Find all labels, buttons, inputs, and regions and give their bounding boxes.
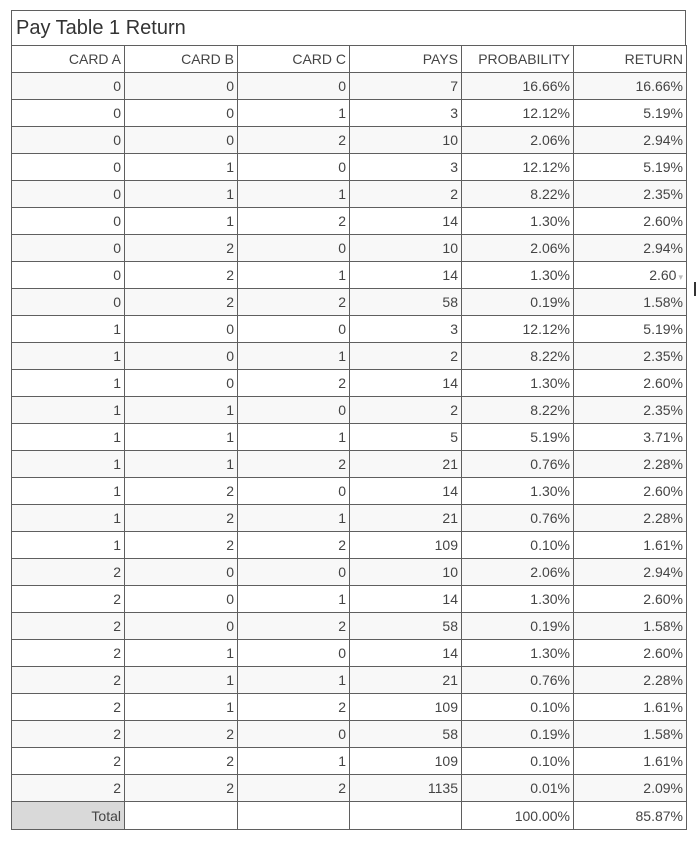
cell-pays[interactable]: 14 [350,640,462,667]
cell-pays[interactable]: 21 [350,505,462,532]
cell-card-a[interactable]: 2 [12,586,125,613]
cell-card-b[interactable]: 0 [125,370,238,397]
cell-probability[interactable]: 16.66% [462,73,574,100]
cell-card-a[interactable]: 0 [12,181,125,208]
cell-card-c[interactable]: 0 [238,154,350,181]
resize-handle[interactable] [694,282,696,296]
cell-return[interactable]: 2.35% [574,397,687,424]
table-row [12,478,687,505]
cell-probability[interactable]: 0.10% [462,748,574,775]
cell-pays[interactable]: 2 [350,343,462,370]
table-row [12,505,687,532]
cell-card-a[interactable]: 2 [12,694,125,721]
cell-card-b[interactable]: 2 [125,235,238,262]
cell-probability[interactable]: 0.76% [462,451,574,478]
cell-pays[interactable]: 2 [350,397,462,424]
cell-card-a[interactable]: 2 [12,667,125,694]
table-row [12,343,687,370]
cell-card-c[interactable]: 2 [238,289,350,316]
cell-card-b[interactable]: 1 [125,181,238,208]
cell-probability[interactable]: 1.30% [462,262,574,289]
table-row [12,100,687,127]
table-row [12,208,687,235]
cell-card-b[interactable]: 1 [125,667,238,694]
cell-card-a[interactable]: 2 [12,721,125,748]
table-row [12,73,687,100]
table-row [12,667,687,694]
cell-card-b[interactable]: 2 [125,478,238,505]
cell-card-a[interactable]: 0 [12,73,125,100]
cell-card-c[interactable]: 1 [238,667,350,694]
header-card-c[interactable]: CARD C [238,46,350,73]
cell-card-a[interactable]: 2 [12,613,125,640]
cell-pays[interactable]: 14 [350,208,462,235]
cell-card-b[interactable]: 1 [125,451,238,478]
cell-card-a[interactable]: 1 [12,478,125,505]
cell-card-b[interactable]: 0 [125,127,238,154]
cell-card-a[interactable]: 2 [12,775,125,802]
cell-probability[interactable]: 12.12% [462,100,574,127]
cell-pays[interactable]: 14 [350,478,462,505]
cell-card-a[interactable]: 0 [12,262,125,289]
cell-card-a[interactable]: 0 [12,100,125,127]
cell-card-c[interactable] [238,802,350,830]
cell-card-a[interactable]: 1 [12,370,125,397]
table-row [12,370,687,397]
cell-return[interactable]: 2.60 ▾ [574,262,687,289]
cell-card-a[interactable]: 0 [12,208,125,235]
cell-probability[interactable]: 12.12% [462,316,574,343]
cell-card-b[interactable]: 0 [125,73,238,100]
table-row [12,262,687,289]
cell-pays[interactable]: 58 [350,289,462,316]
header-card-b[interactable]: CARD B [125,46,238,73]
cell-probability[interactable]: 2.06% [462,559,574,586]
cell-card-b[interactable]: 2 [125,775,238,802]
cell-card-c[interactable]: 0 [238,721,350,748]
cell-probability[interactable]: 0.76% [462,505,574,532]
cell-card-c[interactable]: 2 [238,694,350,721]
cell-card-c[interactable]: 1 [238,343,350,370]
cell-probability[interactable]: 0.10% [462,532,574,559]
cell-probability[interactable]: 2.06% [462,127,574,154]
header-return[interactable]: RETURN [574,46,687,73]
cell-card-b[interactable]: 0 [125,100,238,127]
cell-return[interactable]: 2.35% [574,181,687,208]
cell-return[interactable]: 2.28% [574,505,687,532]
cell-return[interactable]: 2.60% [574,370,687,397]
table-row [12,613,687,640]
cell-pays[interactable]: 109 [350,532,462,559]
cell-pays[interactable] [350,802,462,830]
cell-card-c[interactable]: 0 [238,73,350,100]
pay-table [11,45,687,830]
cell-pays[interactable]: 21 [350,451,462,478]
cell-card-c[interactable]: 1 [238,100,350,127]
cell-card-a[interactable]: 0 [12,289,125,316]
header-card-a[interactable]: CARD A [12,46,125,73]
cell-card-a[interactable]: 1 [12,505,125,532]
cell-return[interactable]: 2.28% [574,451,687,478]
cell-card-c[interactable]: 0 [238,397,350,424]
cell-probability[interactable]: 8.22% [462,343,574,370]
cell-pays[interactable]: 2 [350,181,462,208]
cell-pays[interactable]: 10 [350,127,462,154]
cell-probability[interactable]: 1.30% [462,208,574,235]
table-row [12,559,687,586]
cell-return[interactable]: 2.60% [574,208,687,235]
cell-return[interactable]: 1.61% [574,694,687,721]
cell-probability[interactable]: 1.30% [462,586,574,613]
table-row [12,640,687,667]
cell-pays[interactable]: 14 [350,262,462,289]
cell-card-c[interactable]: 1 [238,586,350,613]
cell-pays[interactable]: 10 [350,235,462,262]
cell-card-a[interactable]: 0 [12,127,125,154]
cell-card-c[interactable]: 0 [238,235,350,262]
cell-card-c[interactable]: 1 [238,181,350,208]
cell-card-c[interactable]: 2 [238,613,350,640]
cell-card-c[interactable]: 2 [238,370,350,397]
cell-return[interactable]: 2.09% [574,775,687,802]
cell-card-c[interactable]: 0 [238,316,350,343]
cell-return[interactable]: 1.58% [574,613,687,640]
table-row [12,235,687,262]
table-row [12,154,687,181]
cell-return[interactable]: 1.61% [574,748,687,775]
cell-return[interactable]: 2.35% [574,343,687,370]
cell-card-b[interactable]: 1 [125,154,238,181]
cell-pays[interactable]: 10 [350,559,462,586]
table-row [12,532,687,559]
cell-pays[interactable]: 3 [350,316,462,343]
cell-return[interactable]: 1.61% [574,532,687,559]
cell-return[interactable]: 5.19% [574,154,687,181]
cell-pays[interactable]: 14 [350,586,462,613]
cell-card-b[interactable]: 0 [125,559,238,586]
table-row [12,694,687,721]
cell-probability[interactable]: 1.30% [462,640,574,667]
cell-card-c[interactable]: 0 [238,478,350,505]
cell-probability[interactable]: 0.19% [462,289,574,316]
cell-pays[interactable]: 58 [350,721,462,748]
cell-card-c[interactable]: 0 [238,640,350,667]
cell-card-a[interactable]: 1 [12,424,125,451]
chevron-down-icon[interactable]: ▾ [678,272,683,282]
cell-return[interactable]: 5.19% [574,316,687,343]
table-row [12,775,687,802]
cell-card-b[interactable] [125,802,238,830]
table-row [12,316,687,343]
cell-card-b[interactable]: 1 [125,694,238,721]
table-title: Pay Table 1 Return [11,10,686,45]
table-row [12,397,687,424]
cell-card-c[interactable]: 1 [238,505,350,532]
cell-pays[interactable]: 109 [350,748,462,775]
cell-card-b[interactable]: 1 [125,208,238,235]
cell-card-c[interactable]: 2 [238,451,350,478]
table-row [12,748,687,775]
cell-probability[interactable]: 8.22% [462,181,574,208]
cell-probability[interactable]: 1.30% [462,478,574,505]
total-row [12,802,687,830]
table-row [12,721,687,748]
total-probability[interactable]: 100.00% [462,802,574,830]
cell-return[interactable]: 16.66% [574,73,687,100]
cell-card-a[interactable]: 0 [12,235,125,262]
cell-probability[interactable]: 0.76% [462,667,574,694]
cell-card-b[interactable]: 0 [125,316,238,343]
cell-card-a[interactable]: 2 [12,559,125,586]
cell-pays[interactable]: 3 [350,154,462,181]
cell-card-a[interactable]: 2 [12,748,125,775]
cell-return[interactable]: 2.60% [574,586,687,613]
table-row [12,424,687,451]
cell-card-a[interactable]: 1 [12,532,125,559]
header-probability[interactable]: PROBABILITY [462,46,574,73]
cell-card-b[interactable]: 0 [125,613,238,640]
cell-card-b[interactable]: 2 [125,505,238,532]
pay-table-sheet [11,10,686,830]
cell-card-c[interactable]: 2 [238,532,350,559]
cell-card-b[interactable]: 1 [125,640,238,667]
cell-return[interactable]: 3.71% [574,424,687,451]
cell-probability[interactable]: 0.10% [462,694,574,721]
cell-pays[interactable]: 21 [350,667,462,694]
cell-card-c[interactable]: 2 [238,208,350,235]
cell-probability[interactable]: 5.19% [462,424,574,451]
cell-return[interactable]: 1.58% [574,289,687,316]
cell-card-b[interactable]: 1 [125,397,238,424]
cell-return[interactable]: 2.60% [574,478,687,505]
cell-card-a[interactable]: 0 [12,154,125,181]
cell-card-c[interactable]: 0 [238,559,350,586]
cell-return[interactable]: 2.94% [574,559,687,586]
cell-probability[interactable]: 2.06% [462,235,574,262]
cell-card-c[interactable]: 1 [238,748,350,775]
cell-pays[interactable]: 58 [350,613,462,640]
cell-card-c[interactable]: 2 [238,127,350,154]
cell-card-a[interactable]: 1 [12,451,125,478]
table-row [12,451,687,478]
cell-card-b[interactable]: 2 [125,262,238,289]
cell-return[interactable]: 5.19% [574,100,687,127]
cell-card-c[interactable]: 2 [238,775,350,802]
cell-probability[interactable]: 12.12% [462,154,574,181]
cell-card-b[interactable]: 1 [125,424,238,451]
cell-card-b[interactable]: 2 [125,748,238,775]
cell-pays[interactable]: 1135 [350,775,462,802]
cell-pays[interactable]: 5 [350,424,462,451]
cell-return[interactable]: 1.58% [574,721,687,748]
cell-card-b[interactable]: 0 [125,586,238,613]
cell-probability[interactable]: 0.01% [462,775,574,802]
cell-card-c[interactable]: 1 [238,424,350,451]
cell-probability[interactable]: 0.19% [462,613,574,640]
cell-return[interactable]: 2.28% [574,667,687,694]
cell-card-a[interactable]: 1 [12,343,125,370]
cell-card-a[interactable]: 1 [12,316,125,343]
cell-card-b[interactable]: 2 [125,532,238,559]
cell-card-c[interactable]: 1 [238,262,350,289]
cell-return[interactable]: 2.60% [574,640,687,667]
cell-pays[interactable]: 7 [350,73,462,100]
cell-pays[interactable]: 3 [350,100,462,127]
cell-card-a[interactable]: 1 [12,397,125,424]
header-pays[interactable]: PAYS [350,46,462,73]
cell-probability[interactable]: 0.19% [462,721,574,748]
table-row [12,289,687,316]
cell-card-b[interactable]: 2 [125,721,238,748]
cell-probability[interactable]: 8.22% [462,397,574,424]
cell-card-b[interactable]: 2 [125,289,238,316]
cell-return[interactable]: 2.94% [574,127,687,154]
cell-card-b[interactable]: 0 [125,343,238,370]
table-row [12,181,687,208]
cell-pays[interactable]: 14 [350,370,462,397]
cell-card-a[interactable]: 2 [12,640,125,667]
total-return[interactable]: 85.87% [574,802,687,830]
cell-probability[interactable]: 1.30% [462,370,574,397]
table-row [12,586,687,613]
header-row [12,46,687,73]
cell-return[interactable]: 2.94% [574,235,687,262]
table-row [12,127,687,154]
total-label[interactable]: Total [12,802,125,830]
cell-pays[interactable]: 109 [350,694,462,721]
